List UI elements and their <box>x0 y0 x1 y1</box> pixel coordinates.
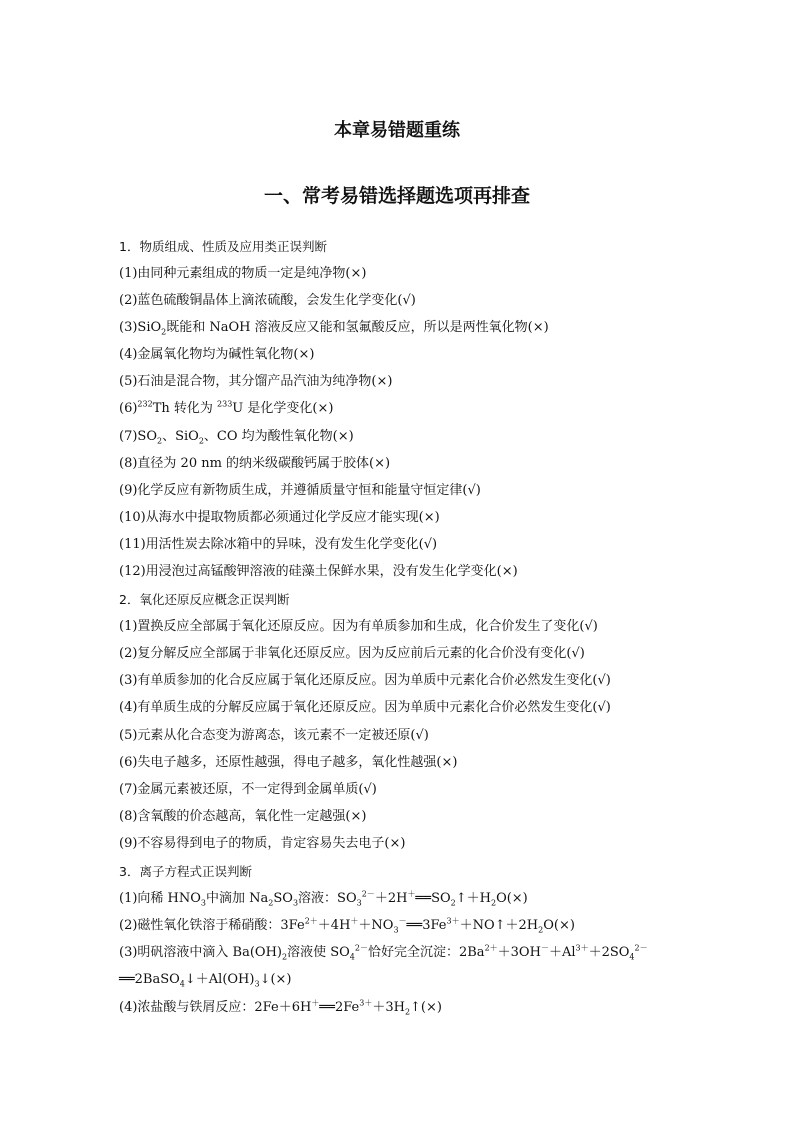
section-1-heading: 1．物质组成、性质及应用类正误判断 <box>119 239 327 254</box>
list-item: (11)用活性炭去除冰箱中的异味，没有发生化学变化(√) <box>119 537 438 552</box>
list-item: (4)有单质生成的分解反应属于氧化还原反应。因为单质中元素化合价必然发生变化(√) <box>119 700 611 715</box>
section-3-heading: 3．离子方程式正误判断 <box>119 864 252 879</box>
equation-item: (2)磁性氧化铁溶于稀硝酸：$3Fe^{2+}+4H^++NO_3^-══3Fe^{3+}+NO↑+2H_2O(\times)$ <box>119 916 575 935</box>
list-item: (8)直径为 20 nm 的纳米级碳酸钙属于胶体(×) <box>119 456 391 471</box>
page-title: 本章易错题重练 <box>334 120 460 141</box>
list-item: (5)石油是混合物，其分馏产品汽油为纯净物(×) <box>119 374 393 389</box>
list-item: (3)SiO$_2$既能和 NaOH 溶液反应又能和氢氟酸反应，所以是两性氧化物(×) <box>119 320 549 337</box>
section-title: 一、常考易错选择题选项再排查 <box>263 185 530 207</box>
list-item: $(6)^{232}Th$ 转化为 $^{233}$U 是化学变化(×) <box>119 399 334 416</box>
list-item: (2)蓝色硫酸铜晶体上滴浓硫酸，会发生化学变化(√) <box>119 293 416 308</box>
section-2-heading: 2．氧化还原反应概念正误判断 <box>119 592 290 607</box>
equation-item-continued: $══2BaSO_4↓+Al(OH)_3↓(\times)$ <box>119 972 292 989</box>
list-item: $(7)SO_2$、SiO$_2$、CO 均为酸性氧化物(×) <box>119 429 354 446</box>
list-item: (8)含氧酸的价态越高，氧化性一定越强(×) <box>119 809 367 824</box>
list-item: (1)置换反应全部属于氧化还原反应。因为有单质参加和生成，化合价发生了变化(√) <box>119 619 598 634</box>
list-item: (7)金属元素被还原，不一定得到金属单质(√) <box>119 782 377 797</box>
list-item: (1)由同种元素组成的物质一定是纯净物(×) <box>119 266 367 281</box>
equation-item: (4)浓盐酸与铁屑反应：$2Fe+6H^+══2Fe^{3+}+3H_2↑(\times)$ <box>119 998 442 1017</box>
list-item: (12)用浸泡过高锰酸钾溶液的硅藻土保鲜水果，没有发生化学变化(×) <box>119 564 518 579</box>
list-item: (9)不容易得到电子的物质，肯定容易失去电子(×) <box>119 836 406 851</box>
list-item: (10)从海水中提取物质都必须通过化学反应才能实现(×) <box>119 510 440 525</box>
list-item: (6)失电子越多，还原性越强，得电子越多，氧化性越强(×) <box>119 755 458 770</box>
list-item: (3)有单质参加的化合反应属于氧化还原反应。因为单质中元素化合价必然发生变化(√) <box>119 673 611 688</box>
equation-item: (1)向稀 $HNO_3$中滴加 $Na_2SO_3$溶液：$SO_3^{2-}+2H^+══SO_2↑+H_2O(\times)$ <box>119 889 528 908</box>
list-item: (5)元素从化合态变为游离态，该元素不一定被还原(√) <box>119 728 429 743</box>
list-item: (9)化学反应有新物质生成，并遵循质量守恒和能量守恒定律(√) <box>119 483 481 498</box>
list-item: (2)复分解反应全部属于非氧化还原反应。因为反应前后元素的化合价没有变化(√) <box>119 646 585 661</box>
list-item: (4)金属氧化物均为碱性氧化物(×) <box>119 347 315 362</box>
equation-item: (3)明矾溶液中滴入 $Ba(OH)_2$溶液使 $SO_4^{2-}$恰好完全沉淀：$2Ba^{2+}+3OH^-+Al^{3+}+2SO_4^{2-}$ <box>119 943 648 962</box>
